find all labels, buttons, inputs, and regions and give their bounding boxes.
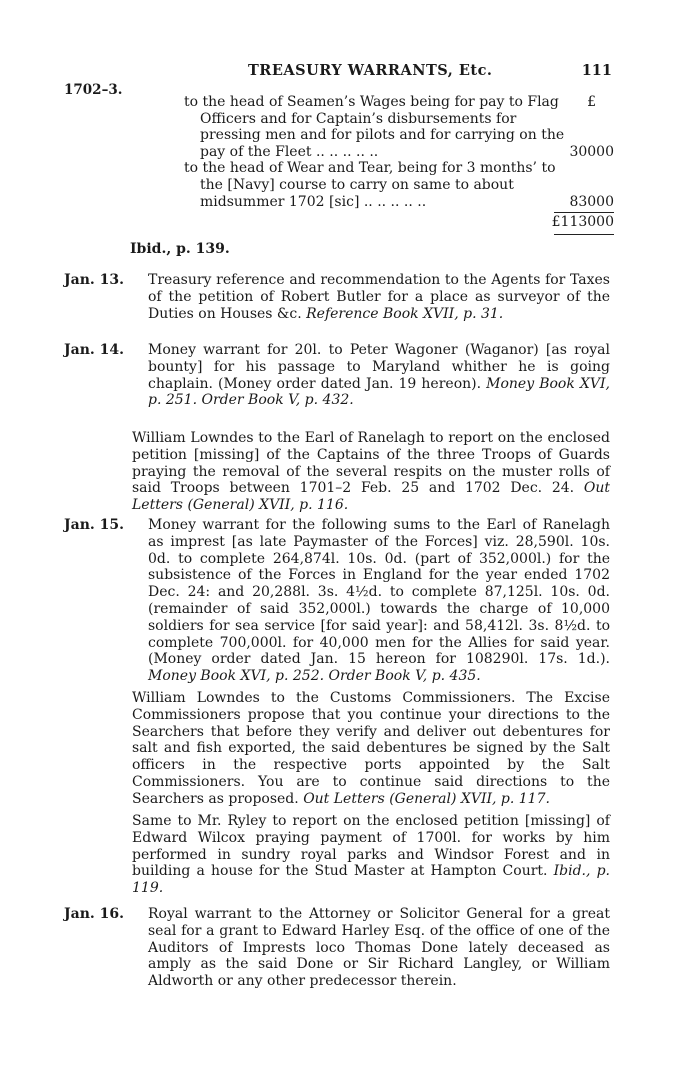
entry-body xyxy=(148,906,610,990)
entry-body xyxy=(148,342,610,409)
account-table xyxy=(184,94,614,234)
entry-text: Treasury reference and recommendation to the Agents for Taxes of the petition of Robert Butler for a place as surveyor of the Duties on Houses &c. xyxy=(148,272,610,322)
entry-reference: Out Letters (General) XVII, p. 117. xyxy=(303,790,550,807)
entry-reference: Out Letters (General) XVII, p. 116. xyxy=(132,480,611,514)
entry-text: Royal warrant to the Attorney or Solicitor General for a great seal for a grant to Edward Harley Esq. of the office of one of the Auditors of Imprests loco Thomas Done lately deceased as amply as the said Done or Sir Richard Langley, or William Aldworth or any other predecessor therein. xyxy=(148,906,610,990)
ibid-reference: Ibid., p. 139. xyxy=(130,241,230,257)
entry-text: Money warrant for 20l. to Peter Wagoner (Waganor) [as royal bounty] for his passage to Maryland whither he is going chaplain. (Money order dated Jan. 19 hereon). xyxy=(148,342,610,392)
account-item-amount: 30000 xyxy=(569,143,614,160)
entry-text: William Lowndes to the Customs Commissioners. The Excise Commissioners propose that you continue your directions to the Searchers that before they verify and deliver out debentures for salt and fish exported, the said debentures be signed by the Salt officers in the respective ports appointed by the Salt Commissioners. You are to continue said directions to the Searchers as proposed. xyxy=(132,690,610,807)
account-row xyxy=(184,160,614,210)
entry-reference: Money Book XVI, p. 251. Order Book V, p. 432. xyxy=(148,375,610,409)
total-rule xyxy=(554,234,614,235)
account-item-text: to the head of Seamen’s Wages being for pay to Flag Officers and for Captain’s disbursements for pressing men and for pilots and for carrying on the pay of the Fleet .. .. .. .. .. xyxy=(184,94,565,160)
account-item-amount: 83000 xyxy=(569,193,614,210)
account-item-text: to the head of Wear and Tear, being for 3 months’ to the [Navy] course to carry on same to about midsummer 1702 [sic] .. .. .. .. .. xyxy=(184,160,556,210)
entry-reference: Ibid., p. 119. xyxy=(132,863,611,897)
page-number: 111 xyxy=(581,62,612,79)
entry-body xyxy=(132,690,610,808)
entry-body xyxy=(132,813,610,897)
entry-reference: Reference Book XVII, p. 31. xyxy=(306,305,504,322)
entry-text: Same to Mr. Ryley to report on the enclosed petition [missing] of Edward Wilcox praying payment of 1700l. for works by him performed in sundry royal parks and Windsor Forest and in building a house for the Stud Master at Hampton Court. xyxy=(132,813,610,880)
entry-body xyxy=(132,430,610,514)
entry-text: Money warrant for the following sums to the Earl of Ranelagh as imprest [as late Paymaster of the Forces] viz. 28,590l. 10s. 0d. to complete 264,874l. 10s. 0d. (part of 352,000l.) for the subsistence of the Forces in England for the year ended 1702 Dec. 24: and 20,288l. 3s. 4½d. to complete 87,125l. 10s. 0d. (remainder of said 352,000l.) towards the charge of 10,000 soldiers for sea service [for said year]: and 58,412l. 3s. 8½d. to complete 700,000l. for 40,000 men for the Allies for said year. (Money order dated Jan. 15 hereon for 108290l. 17s. 1d.). xyxy=(148,517,610,668)
running-title: TREASURY WARRANTS, Etc. xyxy=(248,62,493,79)
entry-date: Jan. 13. xyxy=(64,272,124,288)
year-marginal: 1702–3. xyxy=(64,82,123,98)
entry-text: William Lowndes to the Earl of Ranelagh to report on the enclosed petition [missing] of the Captains of the three Troops of Guards praying the removal of the several respits on the muster rolls of said Troops between 1701–2 Feb. 25 and 1702 Dec. 24. xyxy=(132,430,610,497)
total-rule xyxy=(554,212,614,213)
account-total: £113000 xyxy=(551,214,614,231)
currency-symbol: £ xyxy=(587,94,596,110)
account-total-row xyxy=(184,214,614,234)
entry-body xyxy=(148,517,610,685)
entry-body xyxy=(148,272,610,322)
entry-date: Jan. 16. xyxy=(64,906,124,922)
account-row xyxy=(184,94,614,160)
entry-date: Jan. 15. xyxy=(64,517,124,533)
entry-date: Jan. 14. xyxy=(64,342,124,358)
entry-reference: Money Book XVI, p. 252. Order Book V, p. 435. xyxy=(148,668,481,685)
